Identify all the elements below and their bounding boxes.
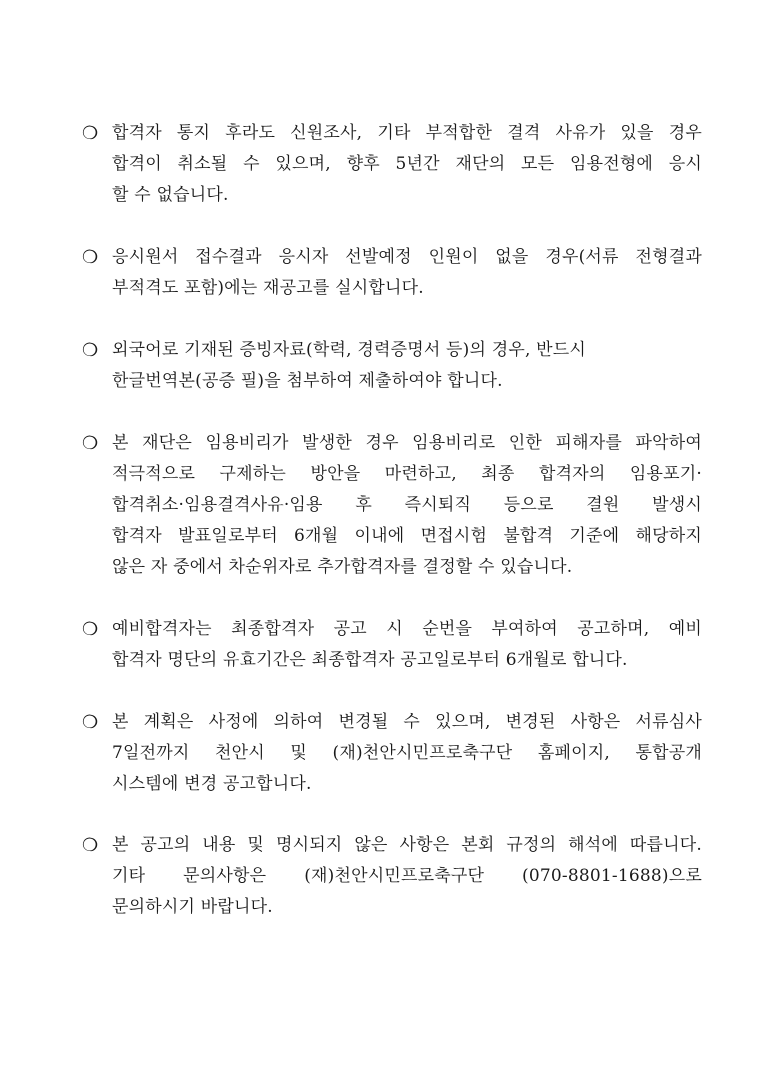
notice-line: 외국어로 기재된 증빙자료(학력, 경력증명서 등)의 경우, 반드시 — [112, 340, 587, 360]
notice-item — [82, 335, 702, 397]
notice-line: 적극적으로 구제하는 방안을 마련하고, 최종 합격자의 임용포기· — [112, 464, 702, 484]
circle-bullet-icon: ❍ — [82, 340, 99, 361]
notice-item — [82, 118, 702, 211]
notice-line: 합격자 발표일로부터 6개월 이내에 면접시험 불합격 기준에 해당하지 — [112, 526, 702, 546]
notice-line: 본 재단은 임용비리가 발생한 경우 임용비리로 인한 피해자를 파악하여 — [112, 433, 702, 453]
circle-bullet-icon: ❍ — [82, 619, 99, 640]
notice-line: 합격이 취소될 수 있으며, 향후 5년간 재단의 모든 임용전형에 응시 — [112, 154, 702, 174]
circle-bullet-icon: ❍ — [82, 247, 99, 268]
notice-line: 예비합격자는 최종합격자 공고 시 순번을 부여하여 공고하며, 예비 — [112, 619, 702, 639]
circle-bullet-icon: ❍ — [82, 835, 99, 856]
circle-bullet-icon: ❍ — [82, 712, 99, 733]
notice-line: 않은 자 중에서 차순위자로 추가합격자를 결정할 수 있습니다. — [112, 557, 573, 577]
notice-item — [82, 242, 702, 304]
notice-line: 응시원서 접수결과 응시자 선발예정 인원이 없을 경우(서류 전형결과 — [112, 247, 702, 267]
notice-line: 문의하시기 바랍니다. — [112, 897, 273, 917]
notice-line: 합격자 명단의 유효기간은 최종합격자 공고일로부터 6개월로 합니다. — [112, 650, 628, 670]
notice-line: 본 공고의 내용 및 명시되지 않은 사항은 본회 규정의 해석에 따릅니다. — [112, 835, 702, 855]
notice-item — [82, 614, 702, 676]
notice-item — [82, 428, 702, 583]
notice-line: 7일전까지 천안시 및 (재)천안시민프로축구단 홈페이지, 통합공개 — [112, 743, 702, 763]
circle-bullet-icon: ❍ — [82, 433, 99, 454]
notice-line: 시스템에 변경 공고합니다. — [112, 774, 312, 794]
notice-line: 합격취소·임용결격사유·임용 후 즉시퇴직 등으로 결원 발생시 — [112, 495, 702, 515]
notice-line: 한글번역본(공증 필)을 첨부하여 제출하여야 합니다. — [112, 371, 503, 391]
notice-line: 부적격도 포함)에는 재공고를 실시합니다. — [112, 278, 424, 298]
notice-item — [82, 707, 702, 800]
notice-item — [82, 830, 702, 923]
notice-line: 본 계획은 사정에 의하여 변경될 수 있으며, 변경된 사항은 서류심사 — [112, 712, 702, 732]
circle-bullet-icon: ❍ — [82, 123, 99, 144]
notice-line: 할 수 없습니다. — [112, 185, 229, 205]
notice-line: 기타 문의사항은 (재)천안시민프로축구단 (070-8801-1688)으로 — [112, 866, 702, 886]
notice-line: 합격자 통지 후라도 신원조사, 기타 부적합한 결격 사유가 있을 경우 — [112, 123, 702, 143]
